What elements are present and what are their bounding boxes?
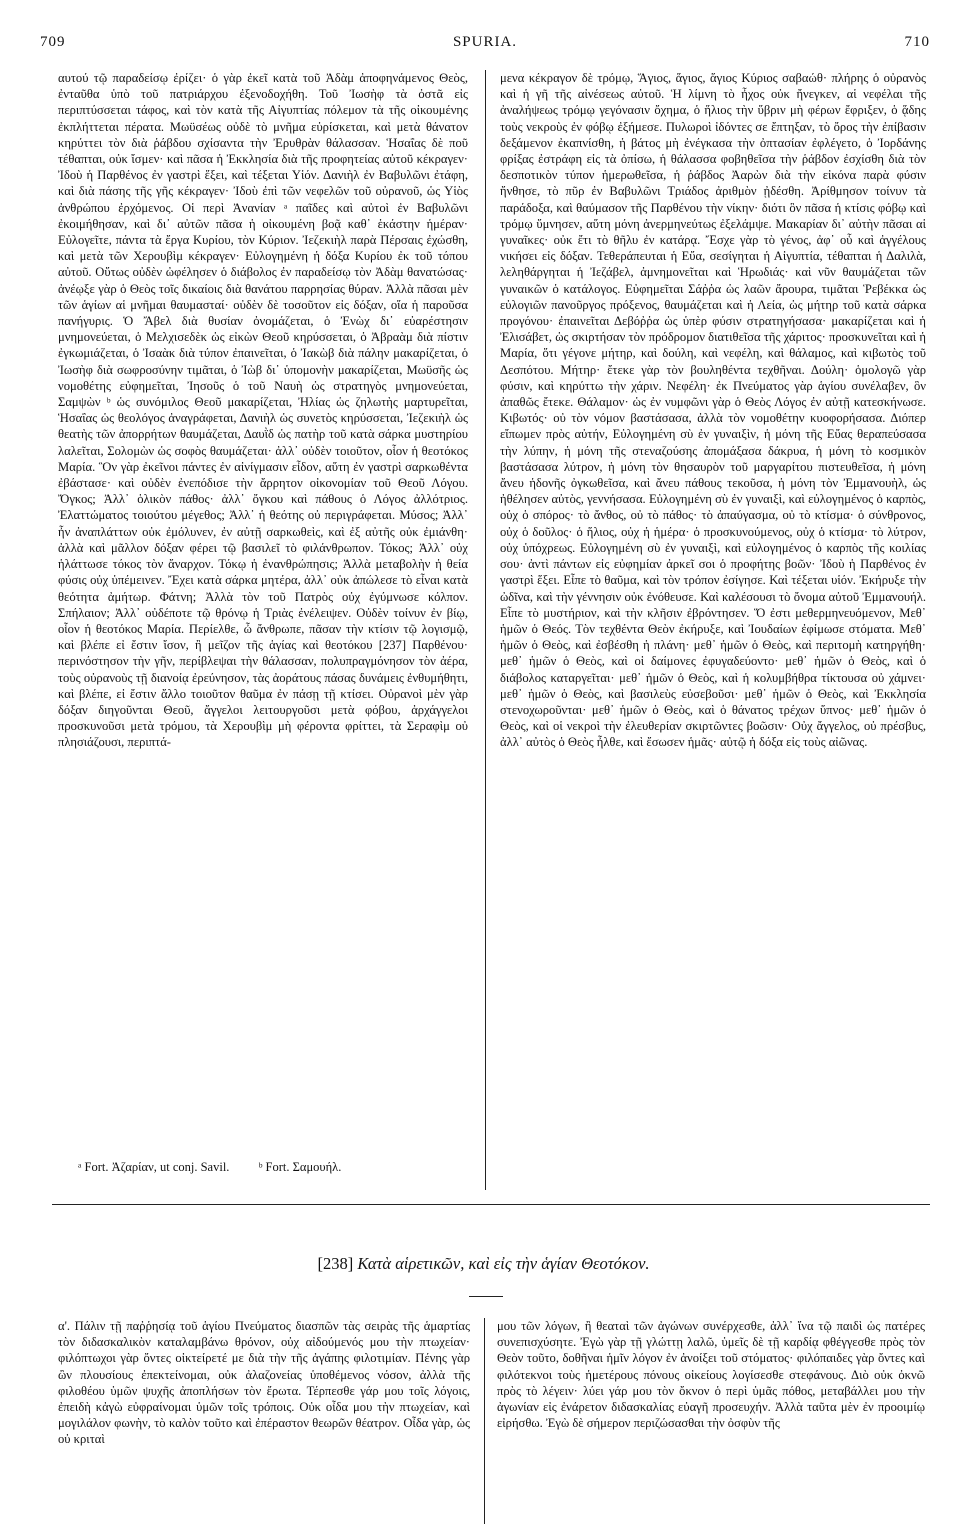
page-header [40, 34, 930, 54]
bottom-right-column [497, 1318, 925, 1528]
bottom-left-text: α'. Πάλιν τῇ παῤῥησίᾳ τοῦ ἁγίου Πνεύματος διασπῶν τὰς σειρὰς τῆς ἁμαρτίας τὸν διδασκαλικὸν καταλαμβάνω θρόνον, οὐχ αἰδούμενός μου τὴν πτωχείαν· φιλόπτωχοι γὰρ ὄντες οἰκτείρετέ με διὰ τὴν τῆς ἀγάπης φιλοτιμίαν. Πένης γὰρ ὢν πλουσίους ἐπεκτείνομαι, οὐκ ἀλαζονείας ὑποθέμενος νόσον, ἀλλὰ τῆς φιλοθέου ὑμῶν ψυχῆς ἀποπλήσων τὸν ἔρωτα. Τέρπεσθε γάρ μου τοῖς λόγοις, ἐπειδὴ κἀγὼ εὐφραίνομαι ὑμῶν τοῖς τρόποις. Οὐκ οἶδα μου τὴν πτωχείαν, καὶ μογιλάλον φωνὴν, τὸ καλὸν τοῦτο καὶ ἐπέραστον θεωρῶν θέατρον. Οἶδα γὰρ, ὡς οὐ κριταὶ [58, 1319, 470, 1447]
section-title: Κατὰ αἱρετικῶν, καὶ εἰς τὴν ἁγίαν Θεοτόκον. [357, 1254, 650, 1273]
section-marker: [238] [317, 1254, 354, 1273]
footnote-a: ᵃ Fort. Ἀζαρίαν, ut conj. Savil. [78, 1160, 230, 1174]
bottom-right-text: μου τῶν λόγων, ἢ θεαταὶ τῶν ἀγώνων συνέρχεσθε, ἀλλ᾽ ἵνα τῷ παιδὶ ὡς πατέρες συνεπισχύσητε. Ἐγὼ γὰρ τῇ γλώττῃ λαλῶ, ὑμεῖς δὲ τῇ καρδίᾳ φθέγγεσθε πρὸς τὸν Θεὸν τοῦτο, δοθῆναι ἡμῖν λόγον ἐν ἀνοίξει τοῦ στόματος· φιλόπαιδες γὰρ ὄντες καὶ φιλότεκνοι τοὺς ἡμετέρους πόνους οἰκείους λογίσεσθε στεφάνους. Διὸ οὐκ ὀκνῶ πρὸς τὸ λέγειν· λύει γάρ μου τὸν ὄκνον ὁ περὶ ὑμᾶς πόθος, μεταβάλλει μου τὴν ἀγωνίαν εἰς ἐνάρετον διδασκαλίας εὐαγῆ προσευχήν. Ἀλλὰ ταῦτα μὲν ἐν προοιμίῳ εἰρήσθω. Ἐγὼ δὲ σήμερον περιζώσασθαι τὴν ὀσφὺν τῆς [497, 1319, 925, 1431]
section-short-rule [469, 1296, 503, 1297]
section-heading [0, 1254, 967, 1274]
left-column-text: αυτού τῷ παραδείσῳ ἐρίζει· ὁ γὰρ ἐκεῖ κατὰ τοῦ Ἀδὰμ ἀποφηνάμενος Θεὸς, ἐνταῦθα ὑπὸ τοῦ πατριάρχου ἐξενοδοχήθη. Τοῦ Ἰωσὴφ τὰ ὀστᾶ εἰς περιπτύσσεται τάφος, καὶ τὸν κατὰ τῆς Αἰγυπτίας πόλεμον τὰ τῆς οἰκουμένης ἐκπλήττεται πέρατα. Μωϋσέως οὐδὲ τὸ μνῆμα εὑρίσκεται, καὶ μετὰ θάνατον κηρύττει τὸν διὰ ῥάβδου σχίσαντα τὴν Ἐρυθρὰν θάλασσαν. Ἡσαΐας δὲ ποῦ τέθαπται, οὐκ ἴσμεν· καὶ πᾶσα ἡ Ἐκκλησία διὰ τῆς προφητείας αὐτοῦ κέκραγεν· Ἰδοὺ ἡ Παρθένος ἐν γαστρὶ ἕξει, καὶ τέξεται Υἱόν. Δανιὴλ ἐν Βαβυλῶνι ἐτάφη, καὶ διὰ πάσης τῆς γῆς κέκραγεν· Ἰδοὺ ἐπὶ τῶν νεφελῶν τοῦ οὐρανοῦ, ὡς Υἱὸς ἀνθρώπου ἐρχόμενος. Οἱ περὶ Ἀνανίαν ᵃ παῖδες καὶ αὐτοὶ ἐν Βαβυλῶνι ἐκοιμήθησαν, καὶ δι᾽ αὐτῶν πᾶσα ἡ οἰκουμένη βοᾷ καθ᾽ ἑκάστην ἡμέραν· Εὐλογεῖτε, πάντα τὰ ἔργα Κυρίου, τὸν Κύριον. Ἰεζεκιὴλ παρὰ Πέρσαις ἐχώσθη, καὶ μετὰ τῶν Χερουβὶμ κέκραγεν· Εὐλογημένη ἡ δόξα Κυρίου ἐκ τοῦ τόπου αὐτοῦ. Οὕτως οὐδὲν ὠφέλησεν ὁ διάβολος ἐν παραδείσῳ τὸν Ἀδὰμ θανατώσας· ἀνέῳξε γὰρ ὁ Θεὸς τοῖς δικαίοις διὰ θανάτου παρρησίας θύραν. Ἀλλὰ πᾶσαι μὲν τῶν ἁγίων αἱ μνῆμαι θαυμασταί· οὐδὲν δὲ τοσοῦτον εἰς δόξαν, οἵα ἡ παροῦσα πανήγυρις. Ὁ Ἄβελ διὰ θυσίαν ὀνομάζεται, ὁ Ἐνὼχ δι᾽ εὐαρέστησιν μνημονεύεται, ὁ Μελχισεδὲκ ὡς εἰκὼν Θεοῦ κηρύσσεται, ὁ Ἀβραὰμ διὰ πίστιν ἐγκωμιάζεται, ὁ Ἰσαὰκ διὰ τύπον ἐπαινεῖται, ὁ Ἰακὼβ διὰ πάλην μακαρίζεται, ὁ Ἰωσὴφ διὰ σωφροσύνην τιμᾶται, ὁ Ἰὼβ δι᾽ ὑπομονὴν μακαρίζεται, Μωϋσῆς ὡς νομοθέτης εὐφημεῖται, Ἰησοῦς ὁ τοῦ Ναυὴ ὡς στρατηγὸς μνημονεύεται, Σαμψὼν ᵇ ὡς συνόμιλος Θεοῦ μακαρίζεται, Ἠλίας ὡς ζηλωτὴς μαρτυρεῖται, Ἡσαΐας ὡς θεολόγος ἀναγράφεται, Δανιὴλ ὡς συνετὸς κηρύσσεται, Ἰεζεκιὴλ ὡς θεατὴς τῶν ἀπορρήτων θαυμάζεται, Δαυῒδ ὡς πατὴρ τοῦ κατὰ σάρκα μυστηρίου λαλεῖται, Σολομὼν ὡς σοφὸς θαυμάζεται· ἀλλ᾽ οὐδὲν τοιοῦτον, οἷον ἡ θεοτόκος Μαρία. Ὃν γὰρ ἐκεῖνοι πάντες ἐν αἰνίγμασιν εἶδον, αὕτη ἐν γαστρὶ σαρκωθέντα ἐβάστασε· καὶ οὐδὲν ἐνεπόδισε τὴν ἄρρητον οἰκονομίαν τοῦ Θεοῦ Λόγου. Ὄγκος; Ἀλλ᾽ ὁλικὸν πάθος· ἀλλ᾽ ὄγκου καὶ πάθους ὁ Λόγος ἀλλότριος. Ἐλαττώματος τοιούτου μέγεθος; Ἀλλ᾽ ἡ θεότης οὐ περιγράφεται. Μύσος; Ἀλλ᾽ ἦν ἀναπλάττων οὐκ ἐμόλυνεν, ἐν αὐτῇ σαρκωθεὶς, καὶ ἐξ αὐτῆς οὐκ ἐμιάνθη· ἀλλὰ καὶ μᾶλλον δόξαν φέρει τῷ βασιλεῖ τὸ φιλάνθρωπον. Τόκος; Ἀλλ᾽ οὐχ ἡλάττωσε τόκος τὸν ἄναρχον. Τόκῳ ἡ ἐνανθρώπησις; Ἀλλὰ μεταβολὴν ἡ θεία φύσις οὐχ ὑπέμεινεν. Ἔχει κατὰ σάρκα μητέρα, ἀλλ᾽ οὐκ ἀπώλεσε τὸ εἶναι κατὰ θεότητα ἀμήτωρ. Φάτνη; Ἀλλὰ τὸν τοῦ Πατρὸς οὐχ ἐγύμνωσε κόλπον. Σπήλαιον; Ἀλλ᾽ οὐδέποτε τῷ θρόνῳ ἡ Τριὰς ἐνέλειψεν. Οὐδὲν τοίνυν ἐν βίῳ, οἷον ἡ θεοτόκος Μαρία. Περίελθε, ὦ ἄνθρωπε, πᾶσαν τὴν κτίσιν τῷ λογισμῷ, καὶ βλέπε εἰ ἔστιν ἴσον, ἢ μεῖζον τῆς ἁγίας καὶ θεοτόκου [237] Παρθένου· περινόστησον τὴν γῆν, περίβλεψαι τὴν θάλασσαν, πολυπραγμόνησον τὸν ἀέρα, τοὺς οὐρανοὺς τῇ διανοίᾳ ἐρεύνησον, τὰς ἀοράτους πάσας δυνάμεις ἐνθυμήθητι, καὶ βλέπε, εἰ ἔστιν ἄλλο τοιοῦτον θαῦμα ἐν πάσῃ τῇ κτίσει. Οὐρανοὶ μὲν γὰρ δόξαν διηγοῦνται Θεοῦ, ἄγγελοι λειτουργοῦσι μετὰ φόβου, ἀρχάγγελοι προσκυνοῦσι μετὰ τρόμου, τὰ Χερουβὶμ μὴ φέροντα φρίττει, τὰ Σεραφὶμ οὐ πλησιάζουσι, περιπτά- [58, 71, 468, 750]
column-divider [485, 70, 486, 1190]
bottom-left-column [58, 1318, 470, 1528]
left-column [58, 70, 468, 1170]
page-number-left: 709 [40, 34, 66, 50]
right-column-text: μενα κέκραγον δὲ τρόμῳ, Ἅγιος, ἅγιος, ἅγιος Κύριος σαβαώθ· πλήρης ὁ οὐρανὸς καὶ ἡ γῆ τῆς αἰνέσεως αὐτοῦ. Ἡ λίμνη τὸ ἦχος οὐκ ἤνεγκεν, αἱ νεφέλαι τῆς ἀναλήψεως τρόμῳ γεγόνασιν ὄχημα, ὁ ἥλιος τὴν ὕβριν μὴ φέρων ἔφριξεν, ὁ ᾅδης τοὺς νεκροὺς ἐν φόβῳ ἐξήμεσε. Πυλωροὶ ἰδόντες σε ἔπτηξαν, τὸ ὄρος τὴν ἐπίβασιν δεξάμενον ἐκαπνίσθη, ἡ βάτος μὴ ἐνέγκασα τὴν ὀπτασίαν ἐφλέγετο, ὁ Ἰορδάνης φρίξας ἐστράφη εἰς τὰ ὀπίσω, ἡ θάλασσα φοβηθεῖσα τὴν ῥάβδον ἐσχίσθη διὰ τὸν δεσποτικὸν τύπον ἡμερωθεῖσα, ἡ ῥάβδος Ἀαρὼν διὰ τὴν εἰκόνα παρὰ φύσιν ἤνθησε, τὸ πῦρ ἐν Βαβυλῶνι Τριάδος ἀριθμὸν ᾐδέσθη. Ἀρίθμησον τοίνυν τὰ παράδοξα, καὶ θαύμασον τῆς Παρθένου τὴν νίκην· διότι ὃν πᾶσα ἡ κτίσις φόβῳ καὶ τρόμῳ ὕμνησεν, αὕτη μόνη ἀνερμηνεύτως ἐξελάμψε. Μακαρίαν δι᾽ αὐτὴν πᾶσαι αἱ γυναῖκες· οὐκ ἔτι τὸ θῆλυ ἐν κατάρᾳ. Ἔσχε γὰρ τὸ γένος, ἀφ᾽ οὗ καὶ ἀγγέλους νικήσει εἰς δόξαν. Τεθεράπευται ἡ Εὔα, σεσίγηται ἡ Αἰγυπτία, τέθαπται ἡ Δαλιλὰ, λεληθάργηται ἡ Ἰεζάβελ, ἀμνημονεῖται καὶ Ἡρωδιάς· καὶ νῦν θαυμάζεται τῶν γυναικῶν ὁ κατάλογος. Εὐφημεῖται Σάῤῥα ὡς λαῶν ἄρουρα, τιμᾶται Ῥεβέκκα ὡς εὐλογιῶν πανοῦργος πρόξενος, θαυμάζεται καὶ ἡ Λεία, ὡς μήτηρ τοῦ κατὰ σάρκα προγόνου· ἐπαινεῖται Δεβόῤῥα ὡς ὑπὲρ φύσιν στρατηγήσασα· μακαρίζεται καὶ ἡ Ἐλισάβετ, ὡς σκιρτήσαν τὸν πρόδρομον διατιθεῖσα τῆς χάριτος· προσκυνεῖται καὶ ἡ Μαρία, ὅτι γέγονε μήτηρ, καὶ δούλη, καὶ νεφέλη, καὶ θάλαμος, καὶ κιβωτὸς τοῦ Δεσπότου. Μήτηρ· ἔτεκε γὰρ τὸν βουληθέντα τεχθῆναι. Δούλη· ὁμολογῶ γὰρ φύσιν, καὶ κηρύττω τὴν χάριν. Νεφέλη· ἐκ Πνεύματος γὰρ ἁγίου συνέλαβεν, ὃν ἀπαθῶς ἔτεκε. Θάλαμον· ὡς ἐν νυμφῶνι γὰρ ὁ Θεὸς Λόγος ἐν αὐτῇ κατεσκήνωσε. Κιβωτός· οὐ τὸν νόμον βαστάσασα, ἀλλὰ τὸν νομοθέτην κυοφορήσασα. Διόπερ εἴπωμεν πρὸς αὐτήν, Εὐλογημένη σὺ ἐν γυναιξὶν, ἡ μόνη τῆς Εὔας θεραπεύσασα τὴν λύπην, ἡ μόνη τῆς στεναζούσης ἀπομάξασα δάκρυα, ἡ μόνη τὸ κοσμικὸν βαστάσασα λύτρον, ἡ μόνη τὸν θησαυρὸν τοῦ μαργαρίτου πιστευθεῖσα, ἡ μόνη ἄνευ ἡδονῆς ὀγκωθεῖσα, καὶ ἄνευ πάθους τεκοῦσα, ἡ μόνη τὸν Ἐμμανουὴλ, ὡς ἠθέλησεν αὐτὸς, γεννήσασα. Εὐλογημένη σὺ ἐν γυναιξὶ, καὶ εὐλογημένος ὁ καρπὸς, οὐχ ὁ σπόρος· τὸ ἄνθος, οὐ τὸ πάθος· τὸ ἀπαύγασμα, οὐ τὸ κτίσμα· ὁ σύνθρονος, οὐχ ὁ δοῦλος· ὁ ἥλιος, οὐχ ἡ ἡμέρα· ὁ προσκυνούμενος, οὐχ ὁ κτίσμα· τὸ λύτρον, οὐχ ὑπόχρεως. Εὐλογημένη σὺ ἐν γυναιξὶ, καὶ εὐλογημένος ὁ καρπὸς τῆς κοιλίας σου· ἀντὶ πάντων εἰς εὐφημίαν ἀρκεῖ σοι ὁ προφήτης βοῶν· Ἰδοὺ ἡ Παρθένος ἐν γαστρὶ ἕξει. Εἶπε τὸ θαῦμα, καὶ τὸν τρόπον ἐσίγησε. Καὶ τέξεται υἱόν. Ἐκήρυξε τὴν ὠδῖνα, καὶ τὴν γέννησιν οὐκ ἐνόθευσε. Καὶ καλέσουσι τὸ ὄνομα αὐτοῦ Ἐμμανουήλ. Εἶπε τὸ μυστήριον, καὶ τὴν κλῆσιν ἐβρόντησεν. Ὅ ἐστι μεθερμηνευόμενον, Μεθ᾽ ἡμῶν ὁ Θεός. Τὸν τεχθέντα Θεὸν ἐκήρυξε, καὶ Ἰουδαίων ἐφίμωσε στόματα. Μεθ᾽ ἡμῶν ὁ Θεὸς, καὶ ἐσβέσθη ἡ πλάνη· μεθ᾽ ἡμῶν ὁ Θεὸς, καὶ περιτομὴ κατηργήθη· μεθ᾽ ἡμῶν ὁ Θεὸς, καὶ οἱ δαίμονες ἐφυγαδεύοντο· μεθ᾽ ἡμῶν ὁ Θεὸς, καὶ ὁ διάβολος καταργεῖται· μεθ᾽ ἡμῶν ὁ Θεὸς, καὶ ἡ κολυμβήθρα τίκτουσα οὐ χάμνει· μεθ᾽ ἡμῶν ὁ Θεὸς, καὶ βασιλεὺς εὐσεβοῦσι· μεθ᾽ ἡμῶν ὁ Θεὸς, καὶ Ἐκκλησία στενοχωροῦνται· μεθ᾽ ἡμῶν ὁ Θεὸς, καὶ ὁ θάνατος τρέχων ὕπνος· μεθ᾽ ἡμῶν ὁ Θεὸς, καὶ οἱ νεκροὶ τὴν ἐλευθερίαν σκιρτῶντες βοῶσιν· Οὐχ ἄγγελος, οὐ πρέσβυς, ἀλλ᾽ αὐτὸς ὁ Θεὸς ἦλθε, καὶ ἔσωσεν ἡμᾶς· αὐτῷ ἡ δόξα εἰς τοὺς αἰῶνας. [500, 71, 926, 750]
footnote-b: ᵇ Fort. Σαμουήλ. [258, 1160, 342, 1174]
running-title: SPURIA. [452, 34, 518, 50]
right-column [500, 70, 926, 1190]
bottom-column-divider [484, 1318, 485, 1524]
footnotes [78, 1160, 498, 1175]
page-number-right: 710 [904, 34, 930, 50]
section-top-rule [52, 1204, 930, 1205]
